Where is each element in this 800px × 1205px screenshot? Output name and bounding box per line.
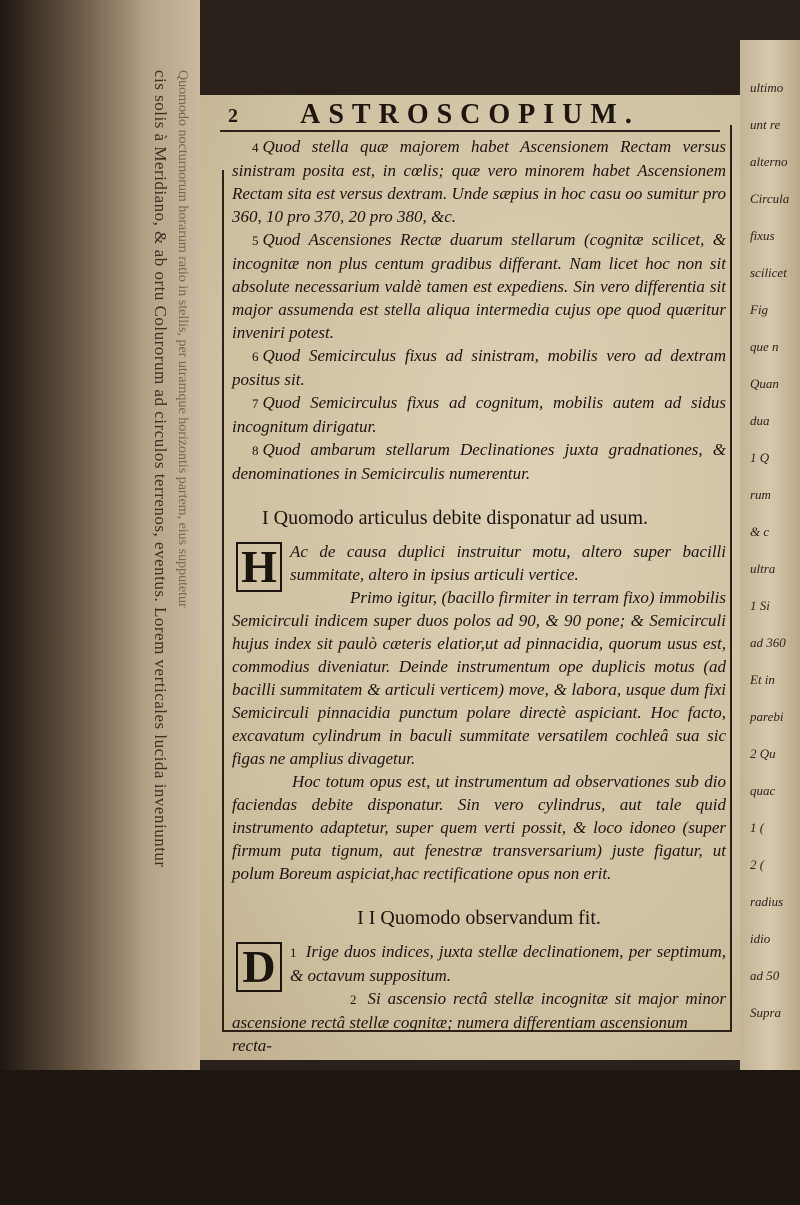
adjacent-page-fragment: 1 ( (750, 820, 765, 835)
adjacent-page-fragment: que n (750, 339, 779, 354)
adjacent-page-fragment: ad 360 (750, 635, 786, 650)
adjacent-page-fragment: parebi (750, 709, 784, 724)
adjacent-page-fragment: fixus (750, 228, 775, 243)
background-bottom (0, 1070, 800, 1205)
catchword: recta- (232, 1036, 272, 1055)
item-text: ambarum stellarum Declinationes juxta gradnationes, & denominationes in Semicirculis numerentur. (232, 440, 726, 483)
adjacent-page-fragment: 2 ( (750, 857, 765, 872)
section-2-paragraph-1-text: Si ascensio rectâ stellæ incognitæ sit major minor ascensione rectâ stellæ cognitæ; numera differentiam ascensionum (232, 989, 727, 1032)
adjacent-page-fragment: 1 Q (750, 450, 770, 465)
adjacent-page-fragment: Et in (750, 672, 775, 687)
adjacent-page-fragment: Circula (750, 191, 790, 206)
item-number: 5 (252, 233, 259, 248)
header-rule (220, 130, 720, 132)
item-lead-word: Quod (262, 440, 301, 459)
adjacent-page-fragment: Fig (750, 302, 769, 317)
book-page (200, 95, 740, 1060)
item-number: 7 (252, 396, 259, 411)
numbered-items (232, 135, 726, 485)
adjacent-page-fragment: ad 50 (750, 968, 780, 983)
margin-number: 1 (290, 945, 297, 960)
page-number: 2 (228, 105, 238, 127)
drop-cap-h: H (236, 542, 282, 592)
spine-text-line-2: Quomodo nocturnorum horarum ratio in stellis, per utramque horizontis partem, eius supputetur (175, 70, 190, 608)
adjacent-page-fragment: alterno (750, 154, 788, 169)
section-2-opening (232, 940, 727, 992)
section-2-paragraph-1 (232, 987, 726, 1034)
adjacent-page-fragment: rum (750, 487, 771, 502)
section-title-1: I Quomodo articulus debite disponatur ad usum. (262, 507, 649, 529)
item-text: Ascensiones Rectæ duarum stellarum (cognitæ scilicet, & incognitæ non plus centum gradibus differant. Nam licet hoc non sit absolute necessarium valdè tamen est expediens. Sin vero differentia sit major assumenda est stella aliqua intermedia cujus ope quod quæritur inveniri potest. (232, 230, 726, 342)
adjacent-page-fragment: radius (750, 894, 784, 909)
adjacent-page-fragment: scilicet (750, 265, 787, 280)
drop-cap-d: D (236, 942, 282, 992)
paragraph-number: 2 (350, 992, 357, 1007)
adjacent-page-right (740, 40, 800, 1070)
section-1-paragraph-2: Hoc totum opus est, ut instrumentum ad observationes sub dio faciendas debite disponatur. Sin vero cylindrus, aut tale quid instrumento adaptetur, super quem verti possit, & loco idoneo (super firmum puta tignum, aut fenestræ transversarium) juste figatur, ut polum Boreum aspiciat,hac rectificatione opus non erit. (232, 772, 726, 883)
item-lead-word: Quod (262, 346, 301, 365)
adjacent-page-fragment: unt re (750, 117, 781, 132)
item-text: Semicirculus fixus ad cognitum, mobilis autem ad sidus incognitum dirigatur. (232, 393, 726, 436)
adjacent-page-fragment: idio (750, 931, 771, 946)
adjacent-page-fragment: 2 Qu (750, 746, 776, 761)
adjacent-page-fragment: 1 Si (750, 598, 770, 613)
item-lead-word: Quod (262, 137, 301, 156)
section-1-first-text: Ac de causa duplici instruitur motu, altero super bacilli summitate, altero in ipsius articuli vertice. (290, 542, 726, 584)
section-2-first-text: Irige duos indices, juxta stellæ declinationem, per septimum, & octavum suppositum. (290, 942, 727, 985)
frame-rule-left (222, 170, 224, 1030)
adjacent-page-fragment: dua (750, 413, 770, 428)
frame-rule-right (730, 125, 732, 1030)
spine-text-line: cis solis à Meridiano, & ab ortu Colurorum ad circulos terrenos, eventus. Lorem verticales lucida inveniuntur (151, 70, 170, 868)
item-lead-word: Quod (262, 230, 301, 249)
numbered-item (232, 438, 726, 485)
item-lead-word: Quod (262, 393, 301, 412)
adjacent-page-fragment: quac (750, 783, 776, 798)
adjacent-page-fragment: ultimo (750, 80, 784, 95)
item-number: 4 (252, 140, 259, 155)
running-head: ASTROSCOPIUM. (300, 99, 640, 130)
item-text: stella quæ majorem habet Ascensionem Rectam versus sinistram posita est, in cœlis; quæ vero minorem habet Ascensionem Rectam sita est versus dextram. Unde sæpius in hoc casu oo sumitur pro 360, 10 pro 370, 20 pro 380, &c. (232, 137, 727, 226)
item-text: Semicirculus fixus ad sinistram, mobilis vero ad dextram positus sit. (232, 346, 727, 389)
page-body (232, 135, 726, 1057)
item-number: 6 (252, 349, 259, 364)
adjacent-page-fragment: ultra (750, 561, 776, 576)
numbered-item (232, 391, 726, 438)
item-number: 8 (252, 443, 259, 458)
numbered-item (232, 228, 726, 344)
adjacent-page-fragment: Quan (750, 376, 779, 391)
adjacent-page-fragment: & c (750, 524, 770, 539)
adjacent-page-fragment: Supra (750, 1005, 782, 1020)
adjacent-page-left (0, 0, 200, 1205)
numbered-item (232, 135, 726, 228)
section-1-paragraph-1: Primo igitur, (bacillo firmiter in terram fixo) immobilis Semicirculi indicem super duos polos ad 90, & 90 pone; & Semicirculi hujus index sit paulò cæteris elatior,ut ad pinnacidia, quorum usus est, commodius diveniatur. Deinde instrumentum ope duplicis motus (ad bacilli summitatem & articuli verticem) move, & labora, usque dum fixi Semicirculi pinnacidia punctum polare directè aspiciant. Hoc facto, excavatum cylindrum in baculi summitate versatilem cochleâ sua sic figas ne amplius divagetur. (232, 588, 726, 768)
numbered-item (232, 344, 726, 391)
section-title-2: I I Quomodo observandum fit. (357, 907, 601, 929)
section-1-opening (232, 540, 726, 592)
